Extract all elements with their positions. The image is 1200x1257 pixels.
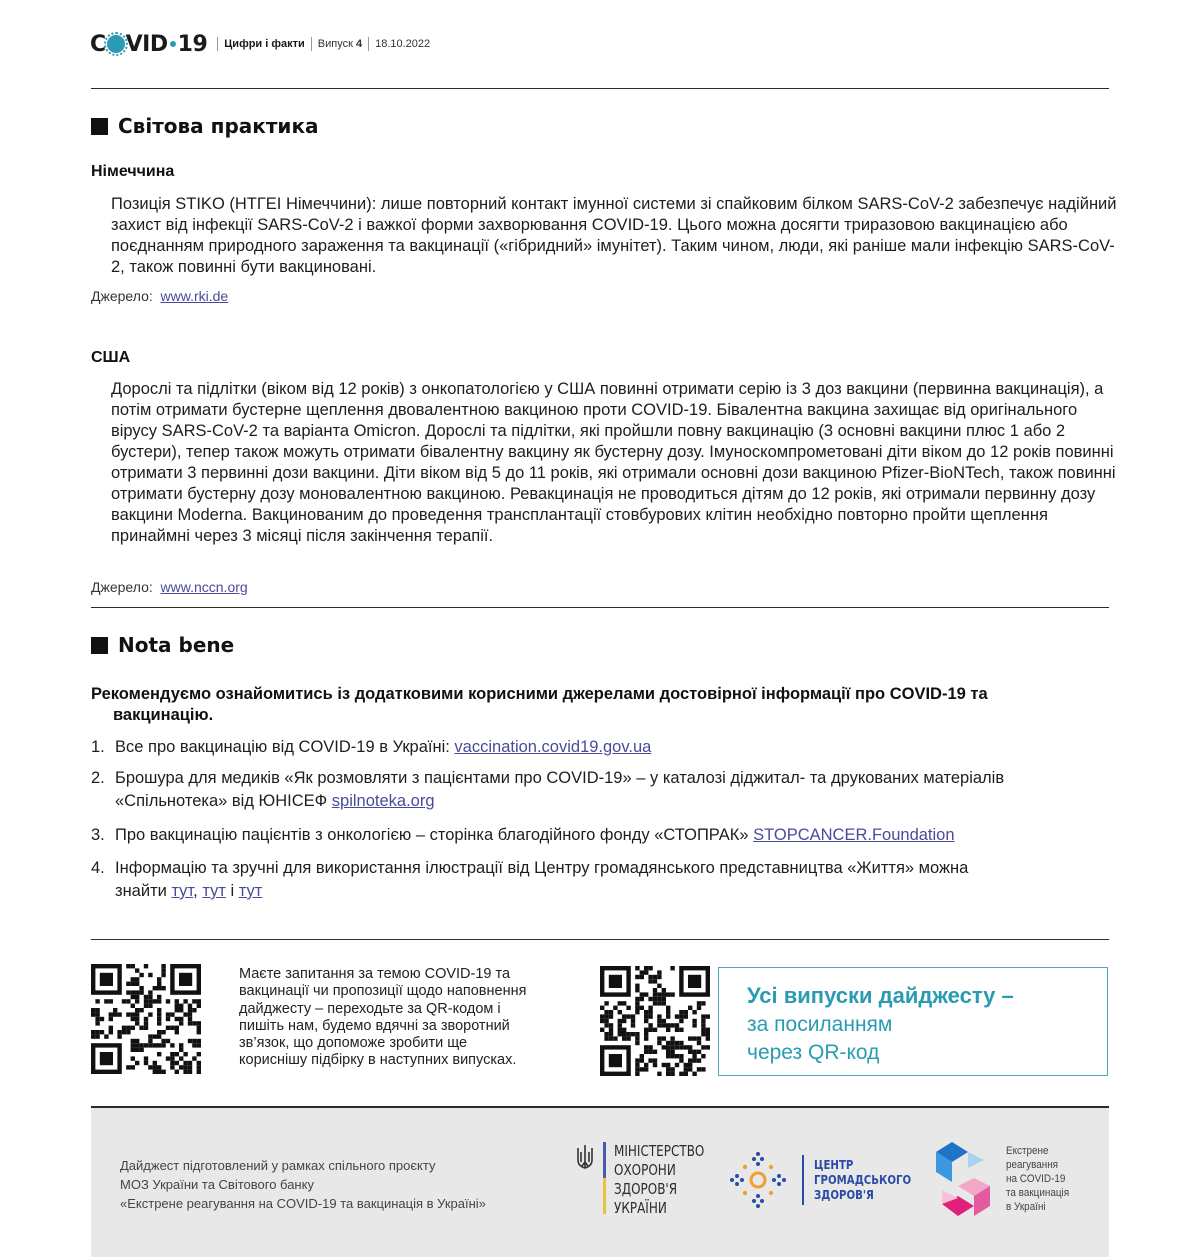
moz-logo-line: МІНІСТЕРСТВО [614, 1142, 705, 1160]
issue-label [318, 38, 362, 50]
phc-logo-line: ЗДОРОВ'Я [814, 1187, 874, 1202]
phc-logo-line: ЦЕНТР [814, 1157, 854, 1172]
list-number: 3. [91, 826, 105, 844]
logo-text-vid: VID [125, 31, 168, 57]
list-item [91, 736, 1121, 759]
germany-source [91, 288, 228, 304]
feedback-line: вакцинації чи пропозиції щодо наповнення [239, 983, 527, 1000]
list-text: знайти [115, 882, 172, 900]
page-header [90, 31, 430, 57]
digest-archive-box [718, 967, 1108, 1076]
phc-logo-text [814, 1158, 911, 1203]
nota-bene-intro [91, 684, 1111, 726]
source-label: Джерело: [91, 288, 153, 304]
link-tut-2[interactable]: тут [202, 882, 226, 900]
list-item [91, 857, 1121, 903]
link-tut-3[interactable]: тут [238, 882, 263, 900]
list-item [91, 824, 1121, 847]
digest-box-line: за посиланням [747, 1013, 893, 1036]
phc-logo-bar [802, 1155, 804, 1205]
feedback-line: зв’язок, що допоможе зробити ще [239, 1035, 468, 1052]
logo-text-num: 19 [177, 31, 208, 57]
section-title: Світова практика [118, 114, 319, 138]
header-rule [91, 88, 1109, 89]
list-text: Інформацію та зручні для використання ілюстрації від Центру громадянського представництва «Життя» можна [115, 859, 969, 877]
link-spilnoteka[interactable]: spilnoteka.org [331, 792, 435, 810]
link-vaccination-covid19[interactable]: vaccination.covid19.gov.ua [454, 738, 652, 756]
issue-number: 4 [355, 38, 363, 50]
list-text: «Спільнотека» від ЮНІСЕФ [115, 792, 332, 810]
square-bullet-icon [91, 118, 108, 135]
source-label: Джерело: [91, 579, 153, 595]
section-rule [91, 939, 1109, 940]
country-heading-germany: Німеччина [91, 163, 175, 180]
trident-icon [575, 1144, 595, 1170]
country-heading-usa: США [91, 349, 131, 366]
phc-logo-line: ГРОМАДСЬКОГО [814, 1172, 912, 1187]
logo-dot-icon [170, 41, 176, 47]
moz-logo [575, 1142, 727, 1218]
link-stopcancer[interactable]: STOPCANCER.Foundation [753, 826, 955, 844]
link-tut-1[interactable]: тут [171, 882, 194, 900]
emergency-cube-icon [934, 1138, 992, 1218]
feedback-qr-code[interactable] [91, 964, 201, 1074]
emergency-logo-text [1006, 1144, 1069, 1218]
separator: , [193, 882, 203, 900]
list-number: 4. [91, 859, 105, 877]
footer-line: МОЗ України та Світового банку [120, 1177, 314, 1192]
list-text: Все про вакцинацію від COVID-19 в Україні: [115, 738, 455, 756]
emergency-logo-line: в Україні [1006, 1201, 1046, 1213]
footer-line: Дайджест підготовлений у рамках спільного проєкту [120, 1158, 436, 1173]
usa-source [91, 579, 248, 595]
issue-label-text: Випуск [317, 38, 353, 50]
digest-box-title: Усі випуски дайджесту – [747, 983, 1014, 1008]
intro-line-1: Рекомендуємо ознайомитись із додатковими корисними джерелами достовірної інформації про COVID-19 та [91, 685, 988, 703]
emergency-logo-line: Екстрене [1006, 1145, 1049, 1157]
issue-date: 18.10.2022 [375, 38, 431, 50]
covid19-logo [90, 32, 207, 57]
feedback-text [239, 966, 579, 1070]
header-divider [311, 37, 312, 51]
feedback-line: дайджесту – переходьте за QR-кодом і [239, 1000, 501, 1017]
feedback-line: пишіть нам, будемо вдячні за зворотний [239, 1017, 510, 1034]
footer-line: «Екстрене реагування на COVID-19 та вакцинація в Україні» [120, 1196, 486, 1211]
source-link-nccn[interactable]: www.nccn.org [160, 579, 248, 595]
emergency-logo-line: реагування [1006, 1159, 1059, 1171]
moz-logo-line: ОХОРОНИ [614, 1161, 676, 1179]
header-divider [368, 37, 369, 51]
header-divider [217, 37, 218, 51]
section-rule [91, 607, 1109, 608]
list-number: 1. [91, 738, 105, 756]
digest-box-line: через QR-код [747, 1041, 880, 1064]
square-bullet-icon [91, 637, 108, 654]
moz-logo-text [614, 1142, 704, 1218]
usa-paragraph: Дорослі та підлітки (віком від 12 років) з онкопатологією у США повинні отримати серію із 3 доз вакцини (первинна вакцинація), а потім отримати бустерне щеплення двовалентною вакциною проти COVID-19. Бівалентна вакцина захищає від оригінального вірусу SARS-CoV-2 та варіанта Omicron. Дорослі та підлітки, які пройшли повну вакцинацію (3 основні вакцини плюс 1 або 2 бустери), тепер також можуть отримати бівалентну вакцину як бустерну дозу. Імуноскомпрометовані діти віком до 12 років повинні отримати 3 первинні дози вакцини. Діти віком від 5 до 11 років, які отримали основні дози вакциною Pfizer-BioNTech, також повинні отримати бустерну дозу моновалентною вакциною. Ревакцинація не проводиться дітям до 12 років, які отримали первинну дозу вакцини Moderna. Вакцинованим до проведення трансплантації стовбурових клітин необхідно повторно пройти щеплення принаймні через 3 місяці після закінчення терапії. [111, 380, 1116, 545]
source-link-rki[interactable]: www.rki.de [160, 288, 229, 304]
section-title: Nota bene [118, 633, 235, 657]
emergency-logo-line: та вакцинація [1006, 1187, 1070, 1199]
footer-text [120, 1156, 486, 1213]
digest-archive-qr-code[interactable] [600, 966, 710, 1076]
logo-text-c: C [90, 31, 106, 57]
separator: і [225, 882, 239, 900]
list-item [91, 767, 1121, 813]
list-text: Брошура для медиків «Як розмовляти з пацієнтами про COVID-19» – у каталозі діджитал- та друкованих матеріалів [115, 769, 1005, 787]
list-text: Про вакцинацію пацієнтів з онкологією – сторінка благодійного фонду «СТОПРАК» [115, 826, 754, 844]
intro-line-2: вакцинацію. [113, 706, 214, 724]
digest-box-subtitle [747, 1011, 892, 1067]
public-health-center-logo [728, 1150, 928, 1210]
publication-title: Цифри і факти [224, 38, 305, 50]
section-heading-nota-bene [91, 633, 234, 657]
moz-logo-bar [603, 1142, 606, 1214]
emergency-logo-line: на COVID-19 [1006, 1173, 1066, 1185]
phc-dots-icon [728, 1150, 788, 1210]
list-number: 2. [91, 769, 105, 787]
moz-logo-line: УКРАЇНИ [614, 1199, 667, 1217]
emergency-response-logo [934, 1138, 1076, 1218]
section-heading-world-practice [91, 114, 319, 138]
moz-logo-line: ЗДОРОВ'Я [614, 1180, 678, 1198]
germany-paragraph: Позиція STIKO (НТГЕІ Німеччини): лише повторний контакт імунної системи зі спайковим білком SARS-CoV-2 забезпечує надійний захист від інфекції SARS-CoV-2 і важкої форми захворювання COVID-19. Цього можна досягти триразовою вакцинацією або поєднанням природного зараження та вакцинації («гібридний» імунітет). Таким чином, люди, які раніше мали інфекцію SARS-CoV-2, також повинні бути вакциновані. [111, 195, 1117, 276]
feedback-line: кориснішу підбірку в наступних випусках. [239, 1052, 517, 1069]
feedback-line: Маєте запитання за темою COVID-19 та [239, 966, 511, 982]
virus-icon [107, 35, 125, 53]
